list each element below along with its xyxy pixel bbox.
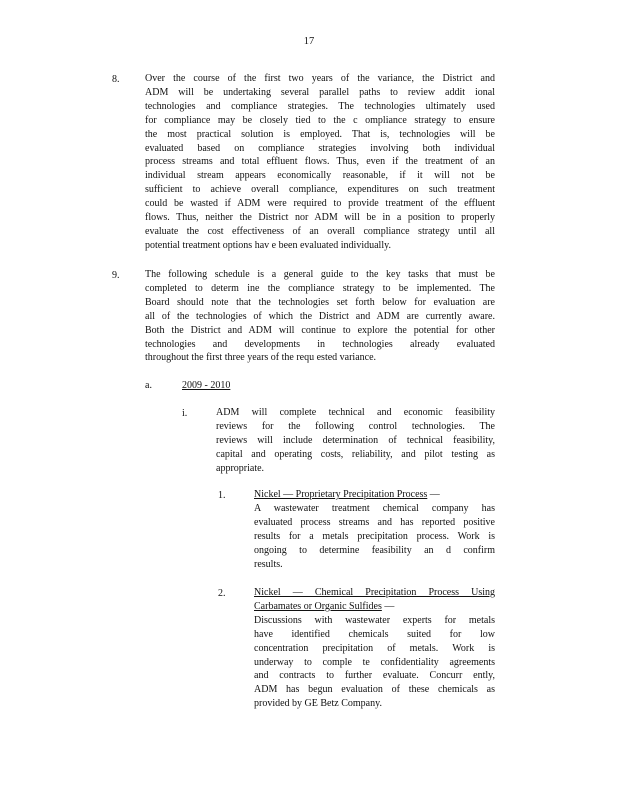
- item-2-heading-line-2: Carbamates or Organic Sulfides: [254, 600, 382, 612]
- item-2-paragraph: [254, 586, 495, 711]
- sub-i-line: reviews for the following control technologies. The: [216, 420, 495, 432]
- item-2-dash: —: [381, 600, 395, 612]
- item-8-line: potential treatment options hav e been evaluated individually.: [145, 239, 391, 251]
- sub-i-numeral: i.: [182, 408, 188, 419]
- item-8-line: evaluated based on compliance strategies involving both individual: [145, 142, 495, 154]
- item-2-line: have identified chemicals suited for low: [254, 628, 495, 640]
- item-2-line: underway to comple te confidentiality agreements: [254, 656, 495, 668]
- item-9-line: all of the technologies of which the District and ADM are currently aware.: [145, 310, 495, 322]
- sub-a-letter: a.: [145, 380, 152, 391]
- item-2-heading-line-1: Nickel — Chemical Precipitation Process Using: [254, 587, 495, 598]
- sub-i-paragraph: [216, 406, 495, 476]
- item-1-paragraph: [254, 488, 495, 571]
- item-8-line: sufficient to achieve overall compliance, expenditures on such treatment: [145, 184, 495, 196]
- item-9-line: Both the District and ADM will continue to explore the potential for other: [145, 324, 495, 336]
- item-9-line: The following schedule is a general guide to the key tasks that must be: [145, 269, 495, 280]
- item-9-number: 9.: [112, 270, 120, 281]
- item-8-line: evaluate the cost effectiveness of an overall compliance strategy until all: [145, 225, 495, 237]
- sub-i-line: appropriate.: [216, 462, 265, 474]
- item-8-paragraph: [145, 72, 495, 253]
- sub-i-line: ADM will complete technical and economic feasibility: [216, 407, 495, 418]
- item-1-line: results.: [254, 558, 283, 570]
- sub-a-heading: 2009 - 2010: [182, 380, 231, 391]
- item-1-dash: —: [427, 489, 440, 500]
- item-1-line: ongoing to determine feasibility an d confirm: [254, 544, 495, 556]
- page-number: 17: [303, 36, 315, 47]
- item-8-number: 8.: [112, 74, 120, 85]
- item-9-line: completed to determ ine the compliance strategy to be implemented. The: [145, 282, 495, 294]
- item-8-line: could be wasted if ADM were required to provide treatment of the effluent: [145, 198, 495, 210]
- item-9-line: throughout the first three years of the requ ested variance.: [145, 352, 377, 364]
- item-8-line: for compliance may be closely tied to the c ompliance strategy to ensure: [145, 114, 495, 126]
- item-8-line: technologies and compliance strategies. The technologies ultimately used: [145, 100, 495, 112]
- item-2-line: ADM has begun evaluation of these chemicals as: [254, 684, 495, 696]
- item-2-line: Discussions with wastewater experts for metals: [254, 614, 495, 626]
- item-8-line: process streams and total effluent flows. Thus, even if the treatment of an: [145, 156, 495, 168]
- item-8-line: flows. Thus, neither the District nor ADM will be in a position to properly: [145, 212, 495, 224]
- item-2-line: provided by GE Betz Company.: [254, 698, 382, 710]
- item-1-line: A wastewater treatment chemical company has: [254, 502, 495, 514]
- item-1-heading: Nickel — Proprietary Precipitation Process: [254, 489, 428, 500]
- item-2-line: concentration precipitation of metals. Work is: [254, 642, 495, 654]
- item-9-line: technologies and developments in technologies already evaluated: [145, 338, 495, 350]
- item-1-line: evaluated process streams and has reported positive: [254, 516, 495, 528]
- sub-i-line: capital and operating costs, reliability, and pilot testing as: [216, 448, 495, 460]
- item-1-line: results for a metals precipitation process. Work is: [254, 530, 495, 542]
- item-1-number: 1.: [218, 490, 226, 501]
- item-8-line: ADM will be undertaking several parallel paths to review addit ional: [145, 86, 495, 98]
- item-9-paragraph: [145, 268, 495, 365]
- item-2-number: 2.: [218, 588, 226, 599]
- item-8-line: individual stream appears economically reasonable, if it will not be: [145, 170, 495, 182]
- item-8-line: the most practical solution is employed. That is, technologies will be: [145, 128, 495, 140]
- item-2-line: and contracts to further evaluate. Concurr ently,: [254, 670, 495, 682]
- sub-i-line: reviews will include determination of technical feasibility,: [216, 434, 495, 446]
- item-8-line: Over the course of the first two years of the variance, the District and: [145, 73, 495, 84]
- item-9-line: Board should note that the technologies set forth below for evaluation are: [145, 296, 495, 308]
